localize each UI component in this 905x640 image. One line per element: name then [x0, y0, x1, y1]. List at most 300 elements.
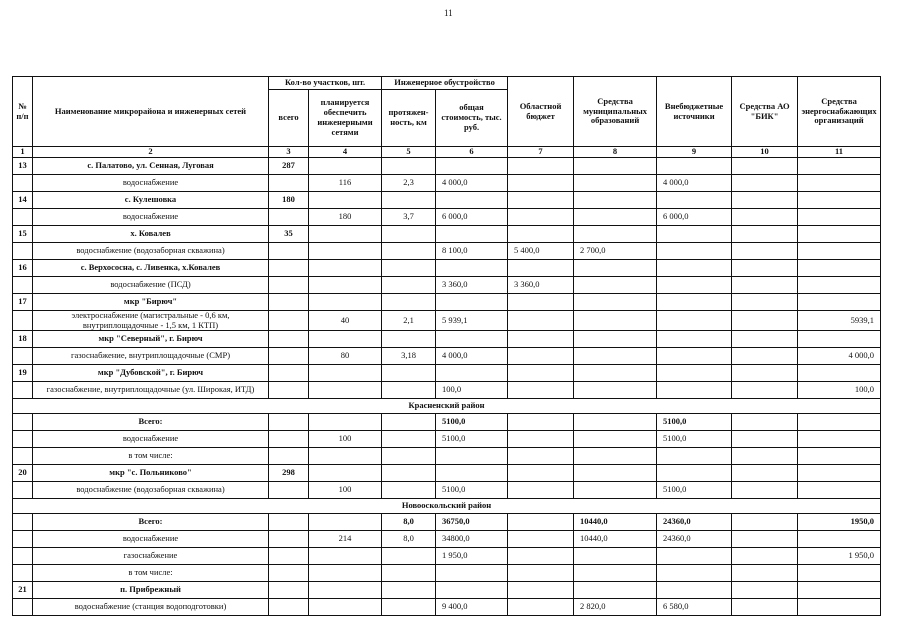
sites-planned — [309, 514, 382, 531]
extrabudget — [657, 365, 732, 382]
municipal-funds — [574, 565, 657, 582]
sites-total — [269, 365, 309, 382]
table-row — [13, 599, 881, 616]
regional-budget — [508, 310, 574, 331]
table-row — [13, 548, 881, 565]
row-name: с. Палатово, ул. Сенная, Луговая — [33, 157, 269, 174]
energy-funds — [798, 191, 881, 208]
sites-planned — [309, 191, 382, 208]
page-number: 11 — [444, 8, 453, 18]
energy-funds — [798, 331, 881, 348]
length-km — [382, 482, 436, 499]
energy-funds — [798, 414, 881, 431]
municipal-funds — [574, 348, 657, 365]
extrabudget — [657, 565, 732, 582]
row-number: 17 — [13, 293, 33, 310]
row-name: с. Верхососна, с. Ливенка, х.Ковалев — [33, 259, 269, 276]
sites-planned — [309, 599, 382, 616]
bik-funds — [732, 514, 798, 531]
length-km — [382, 225, 436, 242]
extrabudget — [657, 310, 732, 331]
municipal-funds — [574, 482, 657, 499]
regional-budget — [508, 174, 574, 191]
municipal-funds — [574, 548, 657, 565]
column-number: 10 — [732, 147, 798, 158]
length-km — [382, 191, 436, 208]
sites-planned — [309, 365, 382, 382]
section-row — [13, 499, 881, 514]
row-name: в том числе: — [33, 565, 269, 582]
sites-total — [269, 565, 309, 582]
municipal-funds — [574, 331, 657, 348]
length-km — [382, 365, 436, 382]
total-cost: 4 000,0 — [436, 348, 508, 365]
total-cost: 1 950,0 — [436, 548, 508, 565]
length-km — [382, 293, 436, 310]
sites-planned — [309, 276, 382, 293]
table-row-item — [13, 191, 881, 208]
sites-planned — [309, 225, 382, 242]
bik-funds — [732, 448, 798, 465]
column-number-row — [13, 147, 881, 158]
sites-planned: 80 — [309, 348, 382, 365]
column-number: 5 — [382, 147, 436, 158]
total-cost — [436, 331, 508, 348]
energy-funds — [798, 208, 881, 225]
total-cost: 9 400,0 — [436, 599, 508, 616]
regional-budget — [508, 293, 574, 310]
row-name: х. Ковалев — [33, 225, 269, 242]
regional-budget — [508, 548, 574, 565]
extrabudget — [657, 157, 732, 174]
table-row — [13, 174, 881, 191]
municipal-funds — [574, 191, 657, 208]
row-number: 20 — [13, 465, 33, 482]
bik-funds — [732, 310, 798, 331]
row-number — [13, 310, 33, 331]
energy-funds — [798, 465, 881, 482]
row-name: мкр "с. Польниково" — [33, 465, 269, 482]
municipal-funds — [574, 582, 657, 599]
extrabudget — [657, 276, 732, 293]
total-cost: 34800,0 — [436, 531, 508, 548]
extrabudget — [657, 293, 732, 310]
regional-budget: 3 360,0 — [508, 276, 574, 293]
bik-funds — [732, 465, 798, 482]
total-cost — [436, 157, 508, 174]
row-number — [13, 548, 33, 565]
column-number: 6 — [436, 147, 508, 158]
row-number: 16 — [13, 259, 33, 276]
bik-funds — [732, 431, 798, 448]
row-name: с. Кулешовка — [33, 191, 269, 208]
total-cost — [436, 582, 508, 599]
table-row-total — [13, 514, 881, 531]
bik-funds — [732, 225, 798, 242]
length-km: 2,1 — [382, 310, 436, 331]
energy-funds — [798, 293, 881, 310]
energy-funds: 4 000,0 — [798, 348, 881, 365]
row-number: 21 — [13, 582, 33, 599]
total-cost: 6 000,0 — [436, 208, 508, 225]
bik-funds — [732, 582, 798, 599]
row-name: мкр "Северный", г. Бирюч — [33, 331, 269, 348]
row-name: водоснабжение — [33, 208, 269, 225]
sites-planned: 214 — [309, 531, 382, 548]
sites-total — [269, 482, 309, 499]
header-bik-funds: Средства АО "БИК" — [732, 77, 798, 147]
total-cost: 36750,0 — [436, 514, 508, 531]
length-km — [382, 157, 436, 174]
total-cost: 5100,0 — [436, 414, 508, 431]
total-cost — [436, 259, 508, 276]
extrabudget: 6 000,0 — [657, 208, 732, 225]
row-number — [13, 565, 33, 582]
municipal-funds — [574, 365, 657, 382]
total-cost — [436, 448, 508, 465]
column-number: 8 — [574, 147, 657, 158]
extrabudget — [657, 548, 732, 565]
bik-funds — [732, 293, 798, 310]
sites-planned: 100 — [309, 482, 382, 499]
header-num: № п/п — [13, 77, 33, 147]
regional-budget — [508, 465, 574, 482]
row-name: водоснабжение — [33, 174, 269, 191]
column-number: 7 — [508, 147, 574, 158]
extrabudget — [657, 259, 732, 276]
energy-funds — [798, 582, 881, 599]
regional-budget — [508, 157, 574, 174]
regional-budget — [508, 348, 574, 365]
regional-budget — [508, 431, 574, 448]
sites-planned: 40 — [309, 310, 382, 331]
sites-planned — [309, 465, 382, 482]
row-name: газоснабжение — [33, 548, 269, 565]
sites-total — [269, 293, 309, 310]
energy-funds — [798, 482, 881, 499]
row-number — [13, 431, 33, 448]
column-number: 4 — [309, 147, 382, 158]
length-km — [382, 431, 436, 448]
sites-total — [269, 414, 309, 431]
table-row — [13, 565, 881, 582]
length-km — [382, 448, 436, 465]
sites-planned — [309, 414, 382, 431]
extrabudget: 6 580,0 — [657, 599, 732, 616]
column-number: 2 — [33, 147, 269, 158]
energy-funds — [798, 157, 881, 174]
row-name: водоснабжение (водозаборная скважина) — [33, 482, 269, 499]
energy-funds — [798, 531, 881, 548]
energy-funds — [798, 431, 881, 448]
regional-budget — [508, 208, 574, 225]
energy-funds: 1950,0 — [798, 514, 881, 531]
extrabudget: 4 000,0 — [657, 174, 732, 191]
row-number — [13, 242, 33, 259]
length-km: 2,3 — [382, 174, 436, 191]
extrabudget — [657, 191, 732, 208]
municipal-funds — [574, 225, 657, 242]
infrastructure-table — [12, 76, 881, 616]
table-row — [13, 242, 881, 259]
sites-total — [269, 599, 309, 616]
municipal-funds: 2 700,0 — [574, 242, 657, 259]
regional-budget — [508, 365, 574, 382]
section-row — [13, 399, 881, 414]
row-name: водоснабжение (ПСД) — [33, 276, 269, 293]
municipal-funds — [574, 448, 657, 465]
header-total-cost: общая стоимость, тыс. руб. — [436, 90, 508, 147]
length-km: 3,7 — [382, 208, 436, 225]
row-name: п. Прибрежный — [33, 582, 269, 599]
column-number: 1 — [13, 147, 33, 158]
row-number: 18 — [13, 331, 33, 348]
length-km — [382, 331, 436, 348]
row-number — [13, 599, 33, 616]
table-row — [13, 448, 881, 465]
column-number: 9 — [657, 147, 732, 158]
extrabudget — [657, 242, 732, 259]
row-number — [13, 174, 33, 191]
header-group-sites: Кол-во участков, шт. — [269, 77, 382, 90]
header-regional-budget: Областной бюджет — [508, 77, 574, 147]
municipal-funds — [574, 465, 657, 482]
total-cost: 3 360,0 — [436, 276, 508, 293]
sites-planned — [309, 293, 382, 310]
extrabudget — [657, 331, 732, 348]
length-km: 8,0 — [382, 514, 436, 531]
table-row — [13, 431, 881, 448]
row-number — [13, 482, 33, 499]
sites-total — [269, 259, 309, 276]
extrabudget — [657, 582, 732, 599]
sites-total — [269, 582, 309, 599]
bik-funds — [732, 348, 798, 365]
row-number — [13, 514, 33, 531]
regional-budget — [508, 414, 574, 431]
bik-funds — [732, 191, 798, 208]
row-number — [13, 208, 33, 225]
sites-total — [269, 348, 309, 365]
row-name: газоснабжение, внутриплощадочные (ул. Широкая, ИТД) — [33, 382, 269, 399]
sites-total — [269, 174, 309, 191]
sites-total: 298 — [269, 465, 309, 482]
total-cost — [436, 225, 508, 242]
extrabudget — [657, 448, 732, 465]
table-row-item — [13, 331, 881, 348]
sites-planned — [309, 582, 382, 599]
header-length-km: протяжен-ность, км — [382, 90, 436, 147]
column-number: 3 — [269, 147, 309, 158]
regional-budget — [508, 514, 574, 531]
sites-planned — [309, 548, 382, 565]
bik-funds — [732, 259, 798, 276]
row-number — [13, 448, 33, 465]
municipal-funds: 10440,0 — [574, 514, 657, 531]
length-km — [382, 565, 436, 582]
table-row-item — [13, 582, 881, 599]
row-name: водоснабжение (станция водоподготовки) — [33, 599, 269, 616]
row-name: мкр "Бирюч" — [33, 293, 269, 310]
municipal-funds — [574, 382, 657, 399]
bik-funds — [732, 157, 798, 174]
regional-budget — [508, 259, 574, 276]
extrabudget — [657, 465, 732, 482]
table-row — [13, 348, 881, 365]
municipal-funds: 10440,0 — [574, 531, 657, 548]
sites-total: 35 — [269, 225, 309, 242]
sites-total — [269, 310, 309, 331]
header-energy-funds: Средства энергоснабжающих организаций — [798, 77, 881, 147]
row-name: водоснабжение — [33, 531, 269, 548]
header-municipal-funds: Средства муниципальных образований — [574, 77, 657, 147]
regional-budget — [508, 191, 574, 208]
energy-funds — [798, 599, 881, 616]
bik-funds — [732, 382, 798, 399]
table-row — [13, 310, 881, 331]
total-cost — [436, 465, 508, 482]
row-number — [13, 414, 33, 431]
energy-funds — [798, 365, 881, 382]
sites-total — [269, 331, 309, 348]
regional-budget — [508, 225, 574, 242]
extrabudget: 5100,0 — [657, 482, 732, 499]
bik-funds — [732, 548, 798, 565]
row-number — [13, 531, 33, 548]
sites-total: 287 — [269, 157, 309, 174]
length-km — [382, 465, 436, 482]
extrabudget — [657, 348, 732, 365]
row-name: электроснабжение (магистральные - 0,6 км, внутриплощадочные - 1,5 км, 1 КТП) — [33, 310, 269, 331]
sites-planned: 100 — [309, 431, 382, 448]
sites-planned — [309, 157, 382, 174]
bik-funds — [732, 365, 798, 382]
sites-planned — [309, 565, 382, 582]
row-number — [13, 382, 33, 399]
row-number — [13, 276, 33, 293]
bik-funds — [732, 242, 798, 259]
municipal-funds — [574, 259, 657, 276]
energy-funds — [798, 565, 881, 582]
energy-funds: 5939,1 — [798, 310, 881, 331]
regional-budget — [508, 599, 574, 616]
section-title: Красненский район — [13, 399, 881, 414]
energy-funds — [798, 174, 881, 191]
table-row-item — [13, 157, 881, 174]
regional-budget — [508, 582, 574, 599]
row-number — [13, 348, 33, 365]
regional-budget — [508, 482, 574, 499]
total-cost — [436, 191, 508, 208]
length-km — [382, 582, 436, 599]
bik-funds — [732, 599, 798, 616]
sites-planned — [309, 242, 382, 259]
row-number: 14 — [13, 191, 33, 208]
row-number: 15 — [13, 225, 33, 242]
table-row-item — [13, 293, 881, 310]
regional-budget — [508, 565, 574, 582]
total-cost — [436, 293, 508, 310]
header-name: Наименование микрорайона и инженерных сетей — [33, 77, 269, 147]
row-number: 19 — [13, 365, 33, 382]
table-body — [13, 147, 881, 616]
table-row-item — [13, 259, 881, 276]
table-row-item — [13, 225, 881, 242]
bik-funds — [732, 531, 798, 548]
table-row — [13, 276, 881, 293]
sites-total — [269, 208, 309, 225]
sites-total — [269, 242, 309, 259]
bik-funds — [732, 276, 798, 293]
extrabudget: 24360,0 — [657, 531, 732, 548]
extrabudget — [657, 225, 732, 242]
total-cost: 5100,0 — [436, 431, 508, 448]
length-km — [382, 414, 436, 431]
length-km — [382, 382, 436, 399]
extrabudget — [657, 382, 732, 399]
extrabudget: 5100,0 — [657, 414, 732, 431]
row-name: газоснабжение, внутриплощадочные (СМР) — [33, 348, 269, 365]
municipal-funds — [574, 174, 657, 191]
sites-total — [269, 548, 309, 565]
sites-total — [269, 514, 309, 531]
table-row-item — [13, 365, 881, 382]
row-name: мкр "Дубовской", г. Бирюч — [33, 365, 269, 382]
sites-total — [269, 448, 309, 465]
total-cost: 5100,0 — [436, 482, 508, 499]
bik-funds — [732, 331, 798, 348]
length-km — [382, 242, 436, 259]
sites-total — [269, 431, 309, 448]
regional-budget — [508, 531, 574, 548]
length-km — [382, 276, 436, 293]
municipal-funds — [574, 293, 657, 310]
energy-funds — [798, 242, 881, 259]
regional-budget: 5 400,0 — [508, 242, 574, 259]
energy-funds: 1 950,0 — [798, 548, 881, 565]
row-name: водоснабжение (водозаборная скважина) — [33, 242, 269, 259]
total-cost: 4 000,0 — [436, 174, 508, 191]
sites-planned — [309, 382, 382, 399]
energy-funds — [798, 276, 881, 293]
row-name: в том числе: — [33, 448, 269, 465]
row-number: 13 — [13, 157, 33, 174]
municipal-funds — [574, 208, 657, 225]
energy-funds — [798, 225, 881, 242]
bik-funds — [732, 208, 798, 225]
length-km — [382, 599, 436, 616]
energy-funds: 100,0 — [798, 382, 881, 399]
regional-budget — [508, 331, 574, 348]
extrabudget: 24360,0 — [657, 514, 732, 531]
header-sites-planned: планируется обеспечить инженерными сетями — [309, 90, 382, 147]
sites-planned: 116 — [309, 174, 382, 191]
table-row — [13, 382, 881, 399]
extrabudget: 5100,0 — [657, 431, 732, 448]
table-row — [13, 531, 881, 548]
municipal-funds — [574, 157, 657, 174]
sites-total: 180 — [269, 191, 309, 208]
municipal-funds — [574, 310, 657, 331]
table-row — [13, 208, 881, 225]
length-km — [382, 259, 436, 276]
municipal-funds: 2 820,0 — [574, 599, 657, 616]
sites-total — [269, 382, 309, 399]
row-name: Всего: — [33, 514, 269, 531]
table-row-total — [13, 414, 881, 431]
sites-planned — [309, 259, 382, 276]
header-sites-total: всего — [269, 90, 309, 147]
